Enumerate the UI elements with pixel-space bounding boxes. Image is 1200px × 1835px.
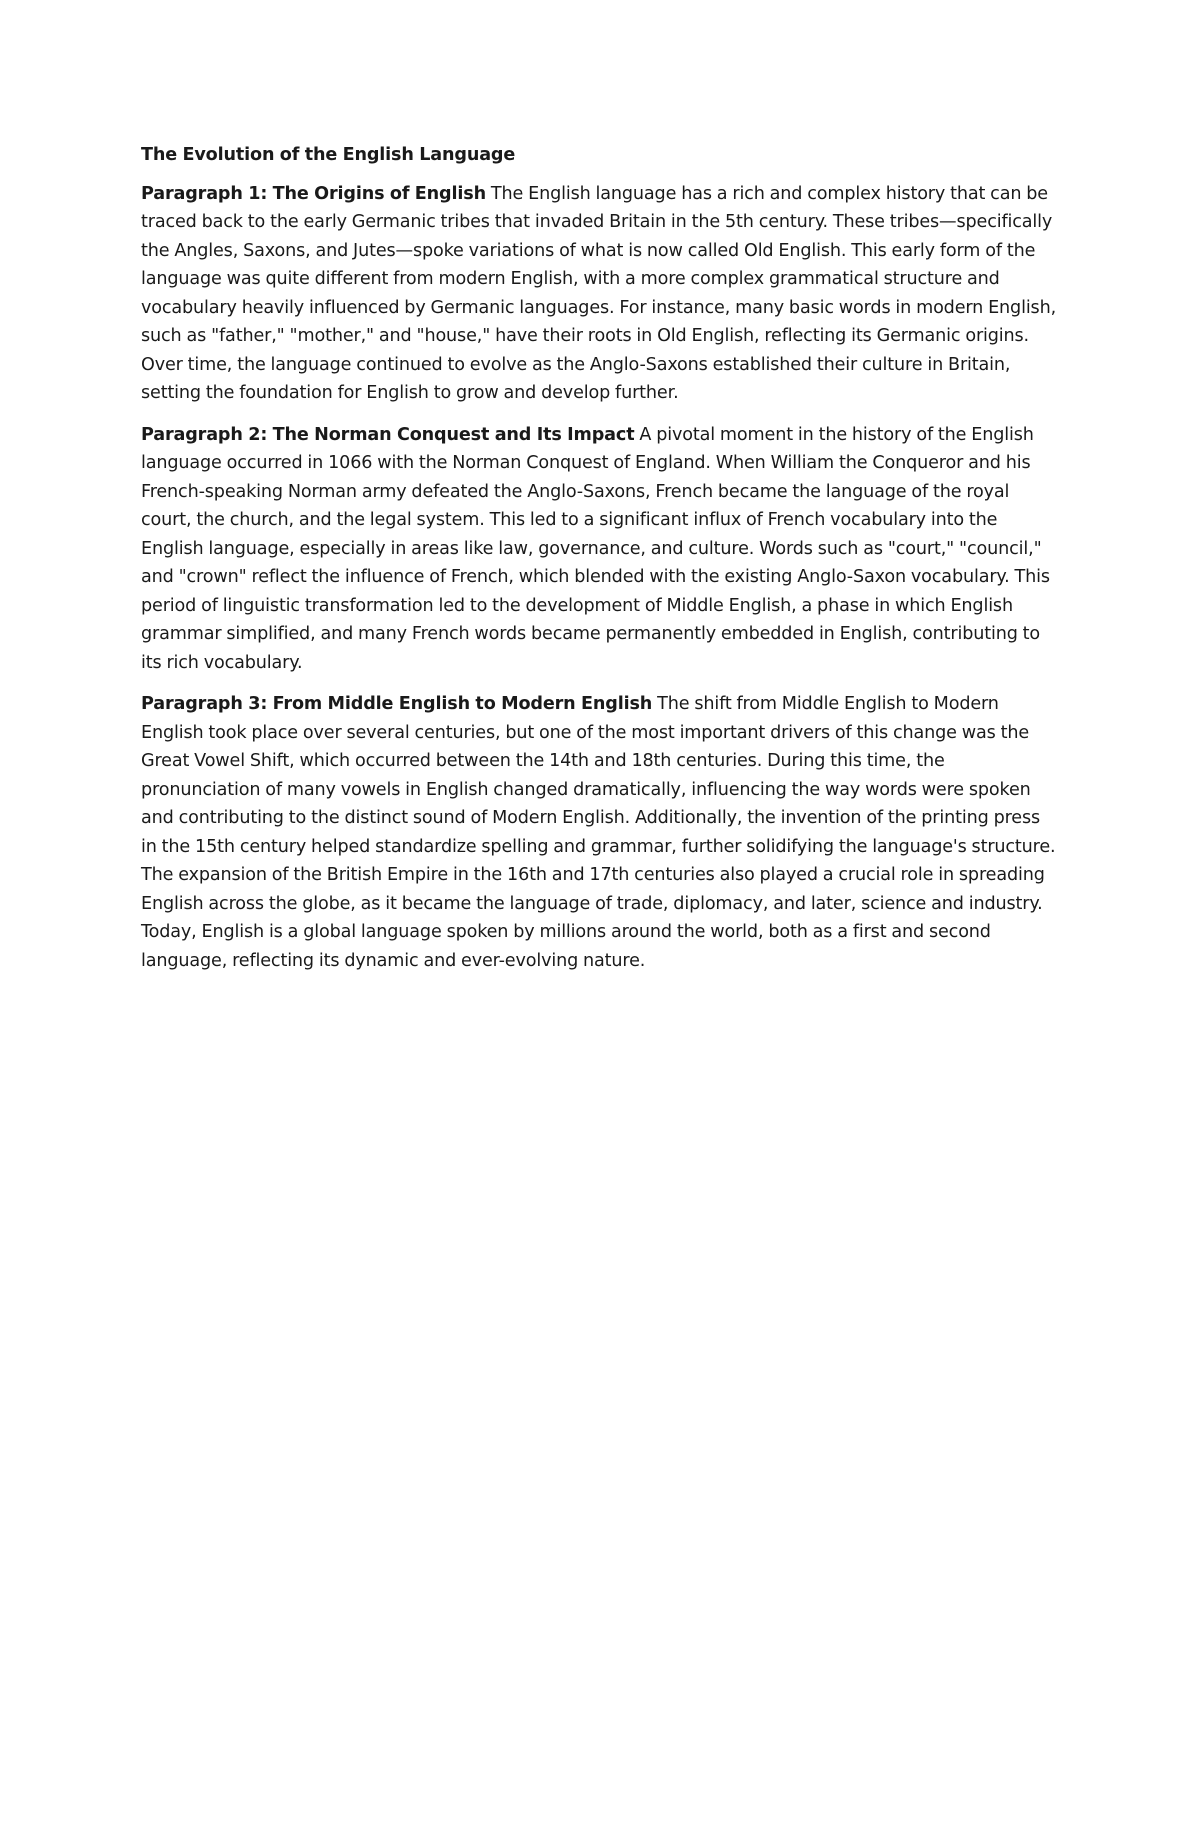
paragraph-norman-conquest <box>141 421 1059 678</box>
paragraph-body: The English language has a rich and complex history that can be traced back to the early Germanic tribes that invaded Britain in the 5th century. These tribes—specifically the Angles, Saxons, and Jutes—spoke variations of what is now called Old English. This early form of the language was quite different from modern English, with a more complex grammatical structure and vocabulary heavily influenced by Germanic languages. For instance, many basic words in modern English, such as "father," "mother," and "house," have their roots in Old English, reflecting its Germanic origins. Over time, the language continued to evolve as the Anglo-Saxons established their culture in Britain, setting the foundation for English to grow and develop further. <box>141 183 1057 403</box>
paragraph-heading: Paragraph 2: The Norman Conquest and Its Impact <box>141 424 635 445</box>
paragraph-body: The shift from Middle English to Modern English took place over several centuries, but one of the most important drivers of this change was the Great Vowel Shift, which occurred between the 14th and 18th centuries. During this time, the pronunciation of many vowels in English changed dramatically, influencing the way words were spoken and contributing to the distinct sound of Modern English. Additionally, the invention of the printing press in the 15th century helped standardize spelling and grammar, further solidifying the language's structure. The expansion of the British Empire in the 16th and 17th centuries also played a crucial role in spreading English across the globe, as it became the language of trade, diplomacy, and later, science and industry. Today, English is a global language spoken by millions around the world, both as a first and second language, reflecting its dynamic and ever-evolving nature. <box>141 694 1056 971</box>
paragraph-origins <box>141 180 1059 408</box>
paragraph-middle-to-modern <box>141 690 1059 975</box>
document-body <box>141 141 1059 988</box>
paragraph-body: A pivotal moment in the history of the English language occurred in 1066 with the Norman Conquest of England. When William the Conqueror and his French-speaking Norman army defeated the Anglo-Saxons, French became the language of the royal court, the church, and the legal system. This led to a significant influx of French vocabulary into the English language, especially in areas like law, governance, and culture. Words such as "court," "council," and "crown" reflect the influence of French, which blended with the existing Anglo-Saxon vocabulary. This period of linguistic transformation led to the development of Middle English, a phase in which English grammar simplified, and many French words became permanently embedded in English, contributing to its rich vocabulary. <box>141 424 1050 673</box>
document-title: The Evolution of the English Language <box>141 145 516 165</box>
paragraph-heading: Paragraph 1: The Origins of English <box>141 183 486 204</box>
paragraph-heading: Paragraph 3: From Middle English to Modern English <box>141 694 653 714</box>
